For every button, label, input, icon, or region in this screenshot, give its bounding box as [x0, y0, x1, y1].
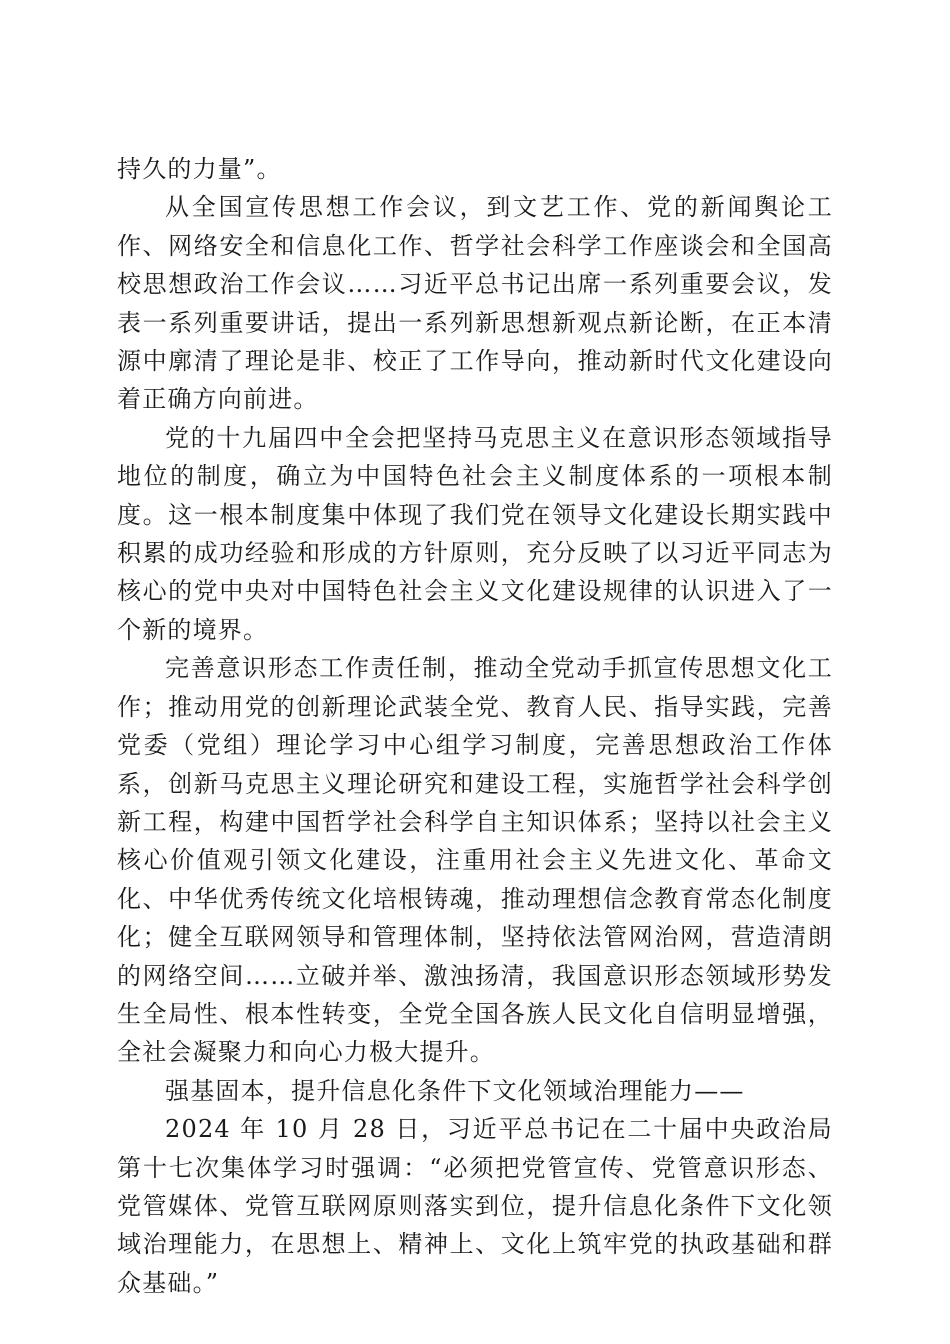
paragraph-continuation: 持久的力量”。: [117, 155, 282, 183]
paragraph-responsibility-system: 完善意识形态工作责任制，推动全党动手抓宣传思想文化工作；推动用党的创新理论武装全党、教育人民、指导实践，完善党委（党组）理论学习中心组学习制度，完善思想政治工作体系，创新马克思主义理论研究和建设工程，实施哲学社会科学创新工程，构建中国哲学社会科学自主知识体系；坚持以社会主义核心价值观引领文化建设，注重用社会主义先进文化、革命文化、中华优秀传统文化培根铸魂，推动理想信念教育常态化制度化；健全互联网领导和管理体制，坚持依法管网治网，营造清朗的网络空间……立破并举、激浊扬清，我国意识形态领域形势发生全局性、根本性转变，全党全国各族人民文化自信明显增强，全社会凝聚力和向心力极大提升。: [117, 654, 833, 1067]
paragraph-fourth-plenum: 党的十九届四中全会把坚持马克思主义在意识形态领域指导地位的制度，确立为中国特色社会主义制度体系的一项根本制度。这一根本制度集中体现了我们党在领导文化建设长期实践中积累的成功经验和形成的方针原则，充分反映了以习近平同志为核心的党中央对中国特色社会主义文化建设规律的认识进入了一个新的境界。: [117, 423, 833, 644]
paragraph-conferences: 从全国宣传思想工作会议，到文艺工作、党的新闻舆论工作、网络安全和信息化工作、哲学社会科学工作座谈会和全国高校思想政治工作会议……习近平总书记出席一系列重要会议，发表一系列重要讲话，提出一系列新思想新观点新论断，在正本清源中廓清了理论是非、校正了工作导向，推动新时代文化建设向着正确方向前进。: [117, 193, 833, 414]
paragraph-study-session: 2024 年 10 月 28 日，习近平总书记在二十届中央政治局第十七次集体学习时强调：“必须把党管宣传、党管意识形态、党管媒体、党管互联网原则落实到位，提升信息化条件下文化领域治理能力，在思想上、精神上、文化上筑牢党的执政基础和群众基础。”: [117, 1115, 833, 1297]
document-body: [117, 150, 833, 1302]
paragraph-section-heading: 强基固本，提升信息化条件下文化领域治理能力——: [165, 1076, 745, 1105]
